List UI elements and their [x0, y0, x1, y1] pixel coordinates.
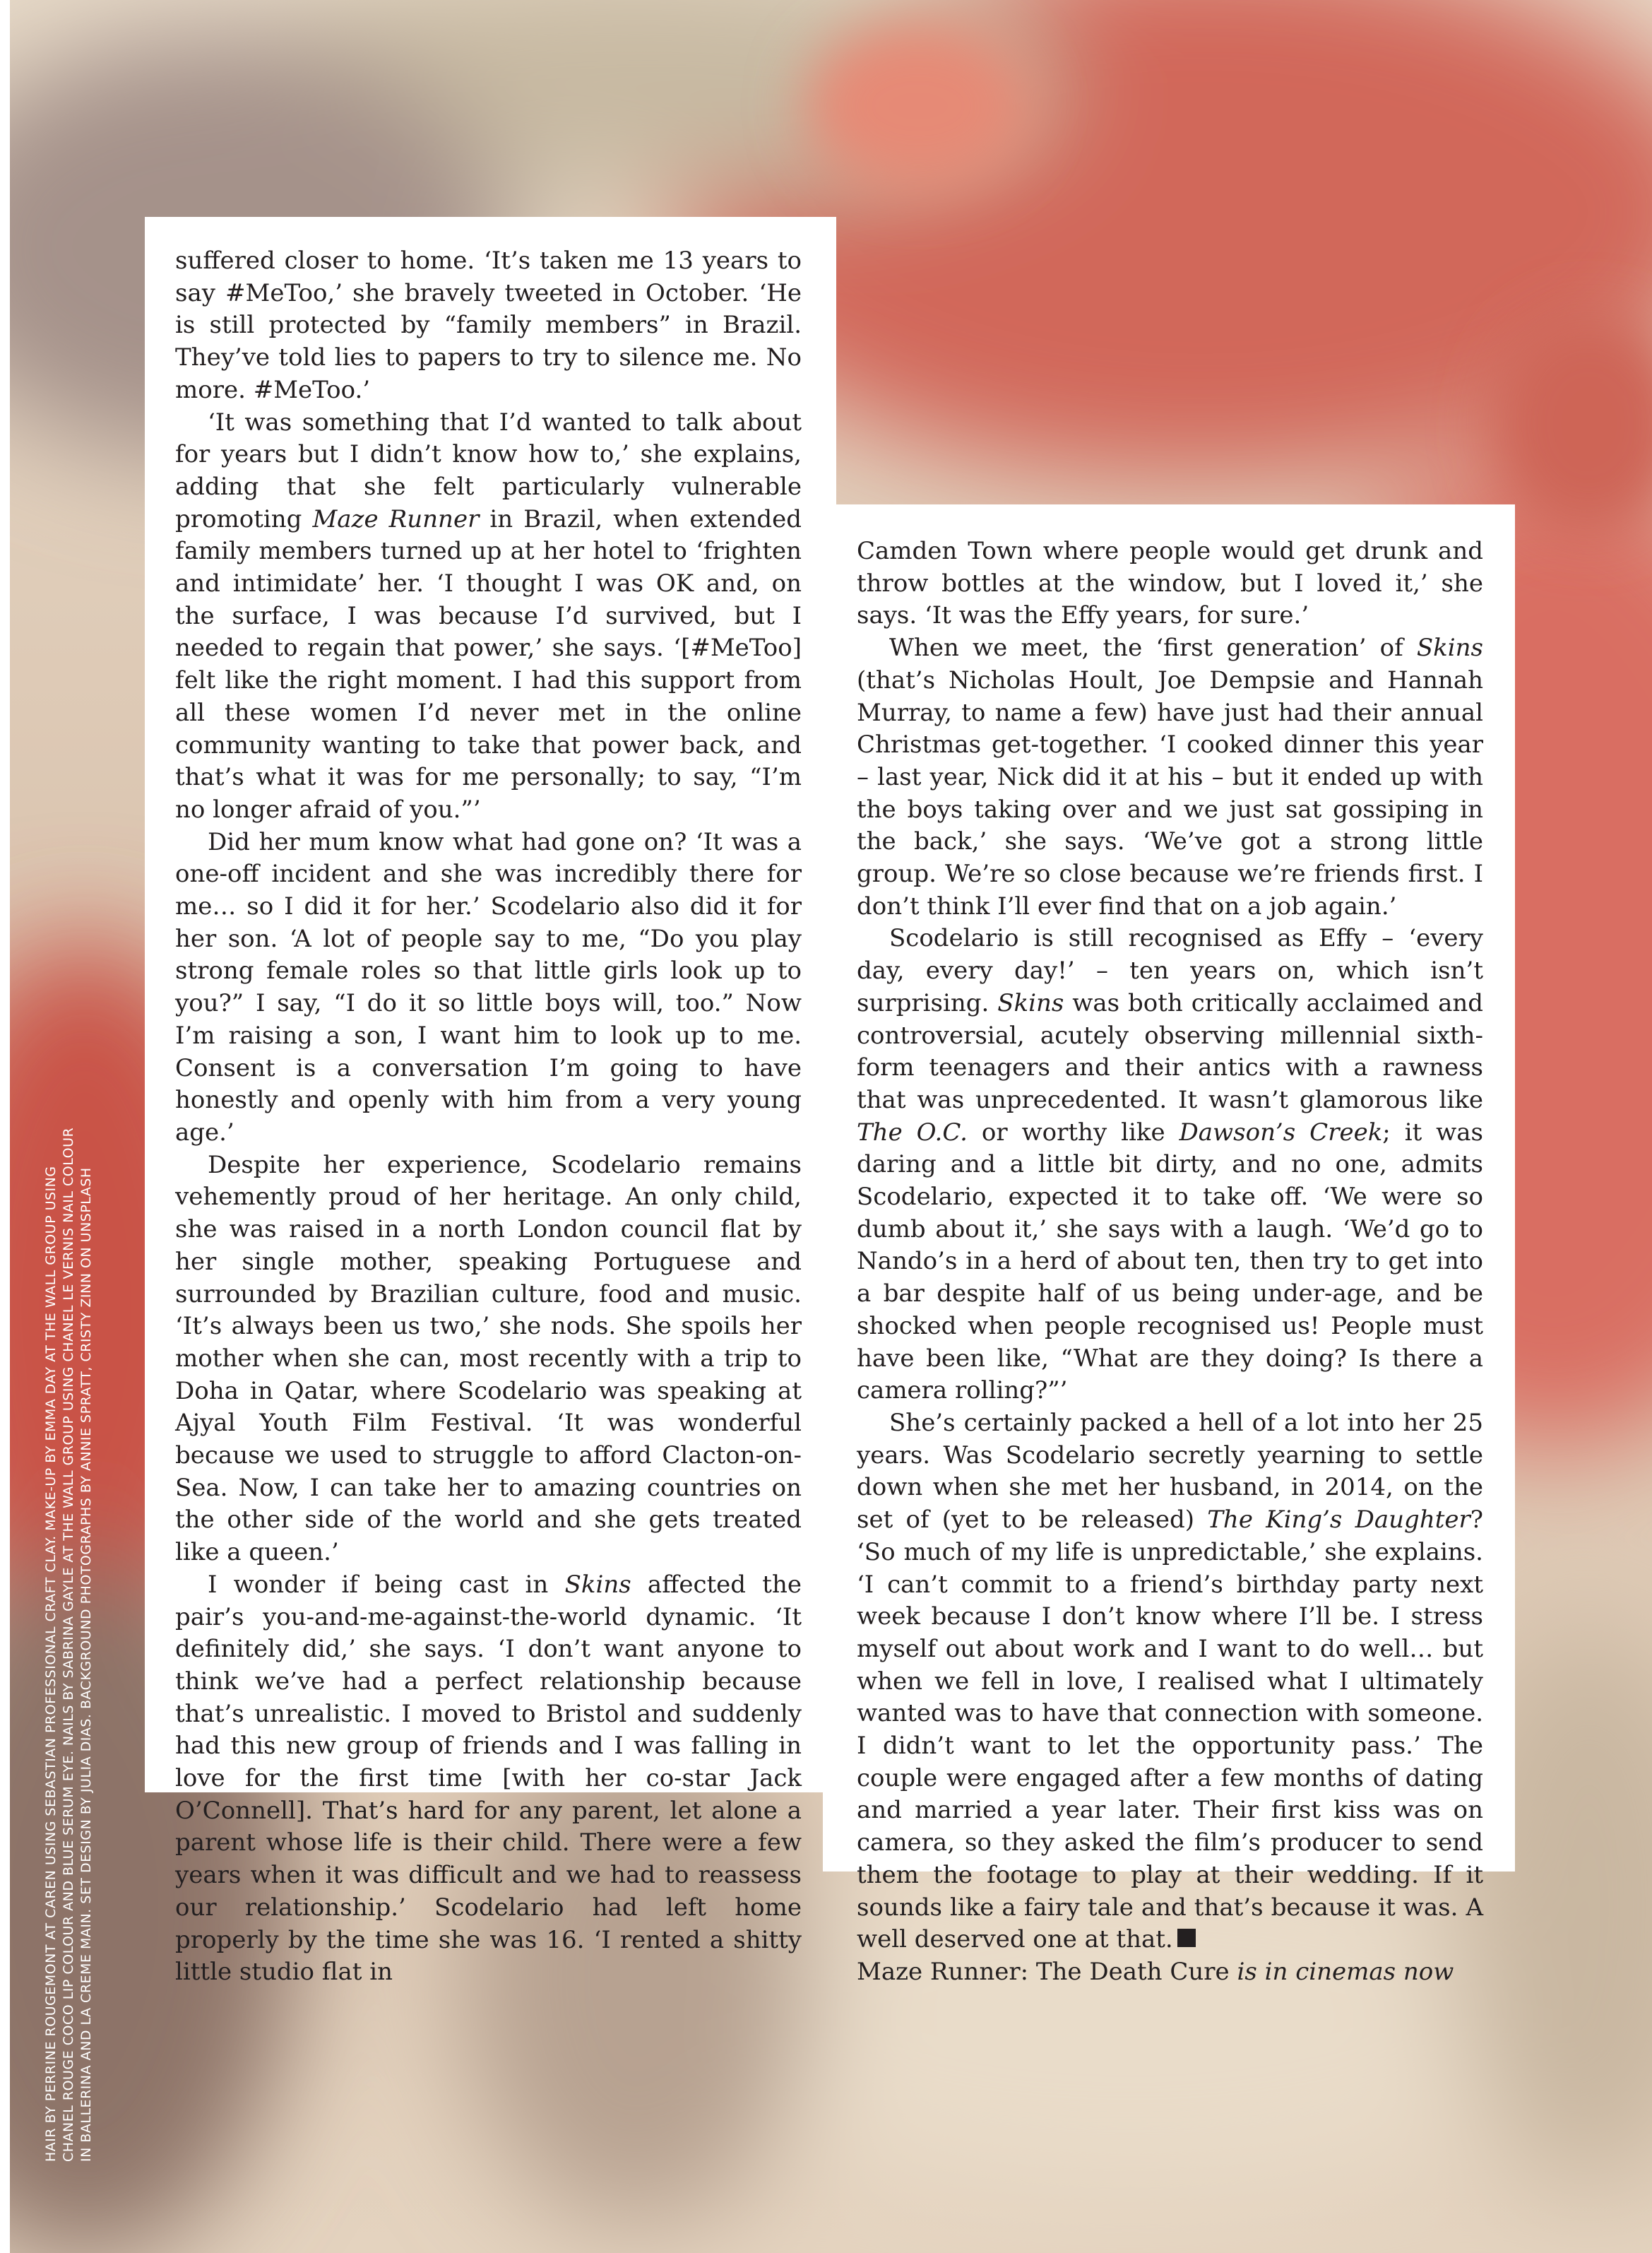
paragraph: Scodelario is still recognised as Effy – ‘every day, every day!’ – ten years on, which isn’t surprising. Skins was both critically acclaimed and controversial, acutely observing millennial sixth-form teenagers and their antics with a rawness that was unprecedented. It wasn’t glamorous like The O.C. or worthy like Dawson’s Creek; it was daring and a little bit dirty, and no one, admits Scodelario, expected it to take off. ‘We were so dumb about it,’ she says with a laugh. ‘We’d go to Nando’s in a herd of about ten, then try to get into a bar despite half of us being under-age, and be shocked when people recognised us! People must have been like, “What are they doing? Is there a camera rolling?”’ — [857, 924, 1484, 1405]
release-tagline: Maze Runner: The Death Cure is in cinemas now — [857, 1957, 1454, 1986]
show-title: The O.C. — [857, 1118, 968, 1147]
film-title: The King’s Daughter — [1207, 1506, 1470, 1534]
show-title: Skins — [1416, 634, 1483, 663]
left-margin-strip — [0, 0, 10, 2253]
right-column — [857, 536, 1483, 1989]
paragraph: suffered closer to home. ‘It’s taken me 13 years to say #MeToo,’ she bravely tweeted in October. ‘He is still protected by “family members” in Brazil. They’ve told lies to papers to try to silence me. No more. #MeToo.’ — [175, 247, 802, 404]
credits-line-3: IN BALLERINA AND LA CREME MAIN. SET DESIGN BY JULIA DIAS. BACKGROUND PHOTOGRAPHS BY ANNIE SPRATT, CRISTY ZINN ON UNSPLASH — [78, 1167, 94, 2162]
photo-credits — [42, 820, 95, 2162]
paragraph: ‘It was something that I’d wanted to talk about for years but I didn’t know how to,’ she explains, adding that she felt particularly vulnerable promoting Maze Runner in Brazil, when extended family members turned up at her hotel to ‘frighten and intimidate’ her. ‘I thought I was OK and, on the surface, I was because I’d survived, but I needed to regain that power,’ she says. ‘[#MeToo] felt like the right moment. I had this support from all these women I’d never met in the online community wanting to take that power back, and that’s what it was for me personally; to say, “I’m no longer afraid of you.”’ — [175, 408, 802, 824]
show-title: Skins — [564, 1570, 631, 1599]
paragraph: She’s certainly packed a hell of a lot into her 25 years. Was Scodelario secretly yearning to settle down when she met her husband, in 2014, on the set of (yet to be released) The King’s Daughter? ‘So much of my life is unpredictable,’ she explains. ‘I can’t commit to a friend’s birthday party next week because I don’t know where I’ll be. I stress myself out about work and I want to do well… but when we fell in love, I realised what I ultimately wanted was to have that connection with someone. I didn’t want to let the opportunity pass.’ The couple were engaged after a few months of dating and married a year later. Their first kiss was on camera, so they asked the film’s producer to send them the footage to play at their wedding. If it sounds like a fairy tale and that’s because it was. A well deserved one at that. — [857, 1408, 1483, 1954]
paragraph: Camden Town where people would get drunk and throw bottles at the window, but I loved it,’ she says. ‘It was the Effy years, for sure.’ — [857, 537, 1483, 630]
film-title: Maze Runner — [312, 504, 480, 533]
paragraph: Did her mum know what had gone on? ‘It was a one-off incident and she was incredibly there for me… so I did it for her.’ Scodelario also did it for her son. ‘A lot of people say to me, “Do you play strong female roles so that little girls look up to you?” I say, “I do it so little boys will, too.” Now I’m raising a son, I want him to look up to me. Consent is a conversation I’m going to have honestly and openly with him from a very young age.’ — [175, 827, 802, 1147]
end-of-article-mark — [1177, 1929, 1196, 1947]
credits-line-2: CHANEL ROUGE COCO LIP COLOUR AND BLUE SERUM EYE. NAILS BY SABRINA GAYLE AT THE WALL GROUP USING CHANEL LE VERNIS NAIL COLOUR — [61, 1127, 76, 2162]
show-title: Dawson’s Creek — [1179, 1118, 1383, 1147]
left-column — [175, 245, 802, 1989]
show-title: Skins — [997, 988, 1064, 1017]
credits-line-1: HAIR BY PERRINE ROUGEMONT AT CAREN USING SEBASTIAN PROFESSIONAL CRAFT CLAY. MAKE-UP BY EMMA DAY AT THE WALL GROUP USING — [43, 1166, 59, 2162]
paragraph: Despite her experience, Scodelario remains vehemently proud of her heritage. An only child, she was raised in a north London council flat by her single mother, speaking Portuguese and surrounded by Brazilian culture, food and music. ‘It’s always been us two,’ she nods. She spoils her mother when she can, most recently with a trip to Doha in Qatar, where Scodelario was speaking at Ajyal Youth Film Festival. ‘It was wonderful because we used to struggle to afford Clacton-on-Sea. Now, I can take her to amazing countries on the other side of the world and she gets treated like a queen.’ — [175, 1150, 802, 1567]
paragraph: When we meet, the ‘first generation’ of Skins (that’s Nicholas Hoult, Joe Dempsie and Hannah Murray, to name a few) have just had their annual Christmas get-together. ‘I cooked dinner this year – last year, Nick did it at his – but it ended up with the boys taking over and we just sat gossiping in the back,’ she says. ‘We’ve got a strong little group. We’re so close because we’re friends first. I don’t think I’ll ever find that on a job again.’ — [857, 634, 1483, 921]
paragraph: I wonder if being cast in Skins affected the pair’s you-and-me-against-the-world dynamic. ‘It definitely did,’ she says. ‘I don’t want anyone to think we’ve had a perfect relationship because that’s unrealistic. I moved to Bristol and suddenly had this new group of friends and I was falling in love for the first time [with her co-star Jack O’Connell]. That’s hard for any parent, let alone a parent whose life is their child. There were a few years when it was difficult and we had to reassess our relationship.’ Scodelario had left home properly by the time she was 16. ‘I rented a shitty little studio flat in — [175, 1570, 802, 1987]
